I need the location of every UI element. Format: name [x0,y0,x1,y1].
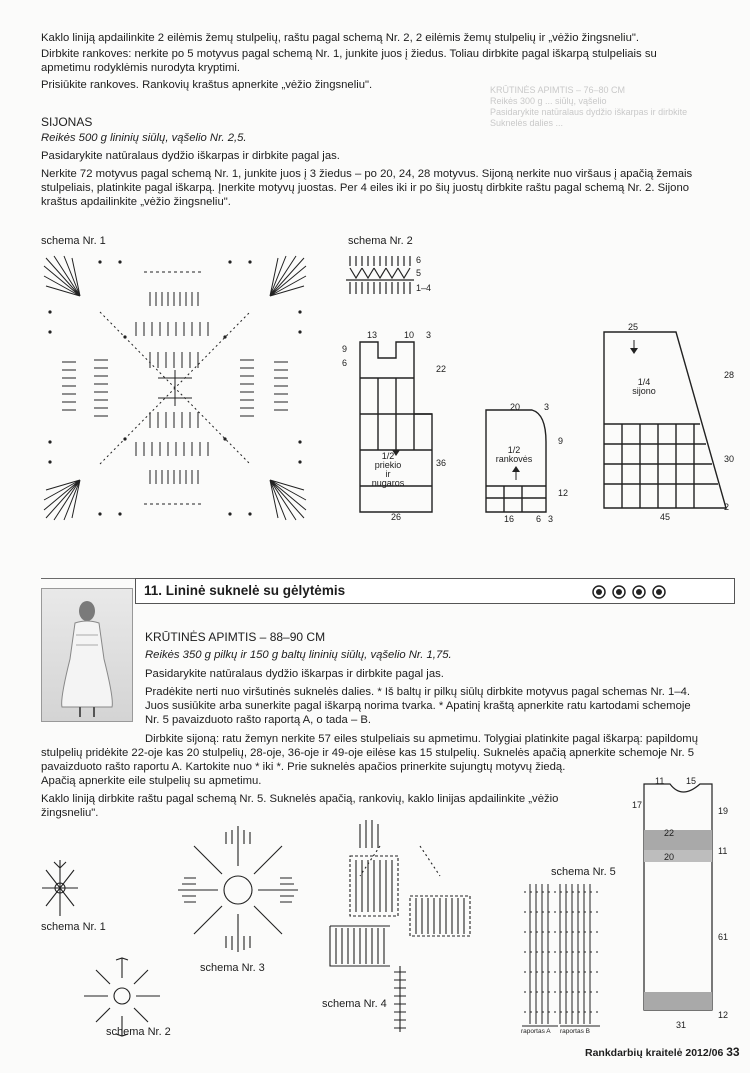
difficulty-icons [591,584,681,600]
article-paragraph-3c: pavaizduoto rašto raportu A. Kartokite nuo * iki *. Prie suknelės apačios prinerkite sujungtų motyvų žiedą. [41,761,566,773]
skirt-height-2: 2 [724,502,730,512]
intro-line-3: Prisiūkite rankoves. Rankovių kraštus apnerkite „vėžio žingsneliu". [41,79,373,91]
intro-line-2b: apmetimu rodyklėmis nurodyta kryptimi. [41,62,241,74]
article-requirements: Reikės 350 g pilkų ir 150 g baltų lininių siūlų, vąšelio Nr. 1,75. [145,649,452,661]
bottom-schema-2-label: schema Nr. 2 [106,1026,171,1038]
article-paragraph-3a: Dirbkite sijoną: ratu žemyn nerkite 57 eiles stulpeliais su apmetimu. Tolygiai platinkite pagal iškarpą: papildomų [145,733,698,745]
intro-line-1: Kaklo liniją apdailinkite 2 eilėmis žemų stulpelių, raštu pagal schemą Nr. 2, 2 eilėmis žemų stulpelių ir „vėžio žingsneliu". [41,32,640,44]
page-footer [585,1045,740,1059]
front-height-6: 6 [342,358,348,368]
sijonas-paragraph-2b: stulpeliais, platinkite pagal iškarpą. Įnerkite motyvų juostas. Per 4 eiles iki ir po šių juostų dirbkite raštu pagal schemą Nr. 2. Sijono [41,182,690,194]
article-title: 11. Lininė suknelė su gėlytėmis [144,583,346,598]
dress-height-17: 17 [632,800,643,810]
skirt-pattern-diagram [600,328,730,518]
dress-height-11: 11 [718,846,728,856]
bottom-schema-3-label: schema Nr. 3 [200,962,265,974]
schema-1-motif-diagram [40,252,310,524]
sleeve-label: 1/2 rankovės [495,445,533,464]
bleed-through-text: KRŪTINĖS APIMTIS – 76–80 CM Reikės 300 g ... siūlų, vąšelio Pasidarykite natūralaus dydžio iškarpas ir dirbkite Suknelės dalies ... [490,85,688,128]
schema-2-rows-1-4: 1–4 [416,283,432,293]
dress-height-12: 12 [718,1010,729,1020]
skirt-top-25: 25 [628,322,639,332]
front-width-13: 13 [367,330,378,340]
skirt-height-30: 30 [724,454,735,464]
raportas-a-label: raportas A [521,1028,551,1035]
schema-1-label: schema Nr. 1 [41,235,106,247]
raportas-b-label: raportas B [560,1028,590,1035]
sleeve-width-20: 20 [510,402,521,412]
schema-2-stitch-chart [346,254,426,298]
article-paragraph-1: Pasidarykite natūralaus dydžio iškarpas ir dirbkite pagal jas. [145,668,444,680]
article-title-band [135,578,735,604]
front-width-10: 10 [404,330,415,340]
front-width-3: 3 [426,330,432,340]
bottom-schema-5-chart [520,882,604,1032]
sleeve-height-12: 12 [558,488,569,498]
sijonas-paragraph-2c: kraštus apdailinkite „vėžio žingsneliu". [41,196,231,208]
sijonas-paragraph-2a: Nerkite 72 motyvus pagal schemą Nr. 1, junkite juos į 3 žiedus – po 20, 24, 28 motyvus. Sijoną nerkite nuo viršaus į apačią žemais [41,168,693,180]
article-paragraph-3d: Apačią apnerkite eile stulpelių su apmetimu. [41,775,262,787]
article-paragraph-3b: stulpelių pridėkite 22-oje kas 20 stulpelių, 28-oje, 36-oje ir 49-oje eilėse kas 15 stulpelių. Suknelės apačią apnerkite schemoje Nr. 5 [41,747,695,759]
corner-fan-br [270,480,306,520]
article-paragraph-2b: Juos susiūkite arba sunerkite pagal iškarpą norima tvarka. * Apatinį kraštą apnerkite ratu kartodami schemoje [145,700,691,712]
front-back-label: 1/2 priekio ir nugaros [371,451,405,488]
article-paragraph-2c: Nr. 5 pavaizduoto rašto raportą A, o tada – B. [145,714,372,726]
skirt-height-28: 28 [724,370,735,380]
model-photo [41,588,133,722]
sleeve-bottom-16: 16 [504,514,515,524]
article-paragraph-2a: Pradėkite nerti nuo viršutinės suknelės dalies. * Iš baltų ir pilkų siūlų dirbkite motyvus pagal schemas Nr. 1–4. [145,686,691,698]
page-number: 33 [726,1045,740,1059]
article-size: KRŪTINĖS APIMTIS – 88–90 CM [145,630,326,644]
corner-fan-tr [270,256,306,296]
article-paragraph-4a: Kaklo liniją dirbkite raštu pagal schemą Nr. 5. Suknelės apačią, rankovių, kaklo linijas apdailinkite „vėžio [41,793,559,805]
front-height-9: 9 [342,344,348,354]
dress-height-61: 61 [718,932,729,942]
schema-2-row-6: 6 [416,255,422,265]
dress-mid-20: 20 [664,852,675,862]
dress-width-11: 11 [655,776,665,786]
dress-bottom-31: 31 [676,1020,687,1030]
dress-mid-22: 22 [664,828,675,838]
sleeve-width-3: 3 [544,402,550,412]
bottom-schema-5-label: schema Nr. 5 [551,866,616,878]
skirt-bottom-45: 45 [660,512,671,522]
article-paragraph-4b: žingsneliu". [41,807,99,819]
front-height-36: 36 [436,458,447,468]
schema-2-row-5: 5 [416,268,422,278]
front-back-pattern-diagram [356,322,456,522]
corner-fan-tl [44,256,80,296]
corner-fan-bl [44,480,80,520]
bottom-schema-1-label: schema Nr. 1 [41,921,106,933]
intro-line-2a: Dirbkite rankoves: nerkite po 5 motyvus pagal schemą Nr. 1, junkite juos į žiedus. Toliau dirbkite pagal iškarpą stulpeliais su [41,48,657,60]
sijonas-requirements: Reikės 500 g lininių siūlų, vąšelio Nr. 2,5. [41,132,247,144]
schema-2-label: schema Nr. 2 [348,235,413,247]
sijonas-paragraph-1: Pasidarykite natūralaus dydžio iškarpas ir dirbkite pagal jas. [41,150,340,162]
bottom-schema-4-label: schema Nr. 4 [322,998,387,1010]
bottom-schema-3-motif [176,824,300,954]
magazine-name: Rankdarbių kraitelė 2012/06 [585,1047,724,1059]
skirt-label: 1/4 sijono [632,377,656,396]
sleeve-bottom-3: 3 [548,514,554,524]
dress-width-15: 15 [686,776,697,786]
front-bottom-26: 26 [391,512,402,522]
front-height-22: 22 [436,364,447,374]
sleeve-bottom-6: 6 [536,514,542,524]
sleeve-height-9: 9 [558,436,564,446]
sijonas-title: SIJONAS [41,115,93,129]
bottom-schema-1-motif [40,858,80,918]
dress-height-19: 19 [718,806,729,816]
